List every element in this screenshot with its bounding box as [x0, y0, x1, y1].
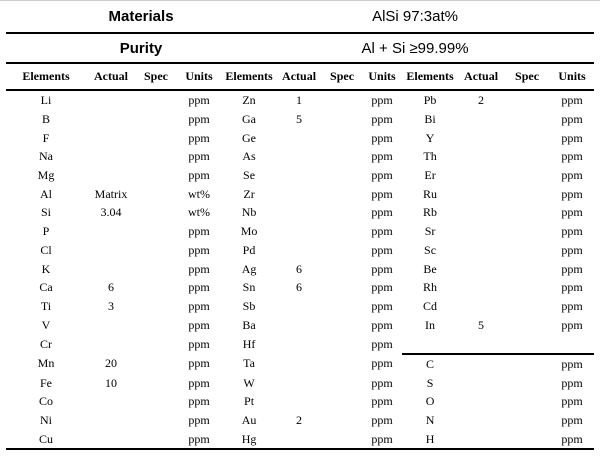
units-cell: ppm — [188, 261, 210, 276]
spec-cell — [504, 334, 550, 354]
units-cell: wt% — [188, 205, 210, 220]
actual-cell — [276, 203, 322, 222]
actual-cell — [276, 392, 322, 411]
table-row — [6, 392, 594, 411]
units-cell — [550, 334, 594, 354]
units-cell: ppm — [371, 317, 393, 332]
element-cell: Mo — [240, 224, 258, 239]
element-cell: Ca — [39, 280, 53, 295]
spec-cell — [136, 411, 176, 430]
units-cell: ppm — [561, 375, 583, 390]
units-cell: ppm — [561, 317, 583, 332]
element-cell: Ta — [243, 356, 255, 371]
actual-cell: Matrix — [94, 186, 128, 201]
spec-cell — [504, 259, 550, 278]
spec-cell — [504, 278, 550, 297]
units-cell: ppm — [188, 375, 210, 390]
actual-cell — [458, 334, 504, 354]
spec-cell — [322, 147, 362, 166]
spec-cell — [504, 184, 550, 203]
units-cell: ppm — [371, 112, 393, 127]
element-cell: Mn — [37, 356, 55, 371]
spec-cell — [504, 128, 550, 147]
units-cell: ppm — [371, 224, 393, 239]
materials-purity-table — [6, 1, 594, 450]
element-cell: Sc — [424, 242, 437, 257]
units-cell: ppm — [561, 298, 583, 313]
actual-cell — [276, 354, 322, 374]
column-header-actual: Actual — [458, 63, 504, 90]
actual-cell: 6 — [296, 280, 303, 295]
actual-cell — [86, 128, 136, 147]
table-row — [6, 354, 594, 374]
table-row — [6, 278, 594, 297]
spec-cell — [504, 429, 550, 449]
actual-cell — [458, 392, 504, 411]
actual-cell: 3 — [108, 298, 114, 313]
units-cell: ppm — [561, 242, 583, 257]
spec-cell — [504, 90, 550, 110]
actual-cell — [276, 297, 322, 316]
element-cell: Pt — [244, 394, 255, 409]
units-cell: ppm — [188, 149, 210, 164]
spec-cell — [504, 315, 550, 334]
column-header-spec: Spec — [136, 63, 176, 90]
table-row — [6, 315, 594, 334]
spec-cell — [504, 392, 550, 411]
actual-cell — [458, 166, 504, 185]
element-cell: Sb — [242, 298, 256, 313]
units-cell: ppm — [561, 413, 583, 428]
units-cell: ppm — [561, 186, 583, 201]
table-row — [6, 429, 594, 449]
spec-cell — [504, 373, 550, 392]
element-cell: Hg — [222, 429, 276, 449]
actual-cell: 5 — [296, 112, 303, 127]
units-cell: ppm — [371, 394, 393, 409]
materials-row — [6, 1, 594, 33]
spec-cell — [136, 278, 176, 297]
element-cell: C — [426, 356, 435, 371]
element-cell: Y — [425, 130, 435, 145]
actual-cell — [458, 203, 504, 222]
materials-value: AlSi 97:3at% — [276, 1, 594, 33]
spec-cell — [322, 259, 362, 278]
units-cell: ppm — [371, 130, 393, 145]
spec-cell — [322, 166, 362, 185]
units-cell: ppm — [371, 242, 393, 257]
element-cell: Mg — [37, 168, 55, 183]
units-cell: ppm — [371, 336, 393, 351]
column-header-elements: Elements — [402, 63, 458, 90]
table-row — [6, 203, 594, 222]
element-cell: Ti — [40, 298, 52, 313]
units-cell: ppm — [371, 93, 393, 108]
element-cell: Sn — [242, 280, 256, 295]
element-cell: Bi — [424, 112, 436, 127]
actual-cell — [86, 90, 136, 110]
units-cell: ppm — [371, 280, 393, 295]
element-cell: Si — [40, 205, 51, 220]
units-cell: ppm — [188, 317, 210, 332]
spec-cell — [136, 184, 176, 203]
column-header-row — [6, 63, 594, 90]
units-cell: ppm — [561, 394, 583, 409]
element-cell: N — [425, 413, 435, 428]
spec-cell — [322, 297, 362, 316]
element-cell: Na — [39, 149, 53, 164]
actual-cell — [458, 259, 504, 278]
spec-cell — [136, 241, 176, 260]
table-row — [6, 259, 594, 278]
actual-cell — [276, 429, 322, 449]
element-cell: Sr — [424, 224, 436, 239]
table-row — [6, 90, 594, 110]
column-header-elements: Elements — [222, 63, 276, 90]
actual-cell — [276, 241, 322, 260]
column-header-spec: Spec — [322, 63, 362, 90]
spec-cell — [504, 411, 550, 430]
spec-cell — [136, 90, 176, 110]
spec-cell — [504, 354, 550, 374]
column-header-elements: Elements — [6, 63, 86, 90]
element-cell: P — [42, 224, 50, 239]
element-cell: Hf — [242, 336, 256, 351]
actual-cell — [276, 315, 322, 334]
element-cell: F — [42, 130, 50, 145]
units-cell: ppm — [176, 429, 222, 449]
element-cell: Nb — [241, 205, 257, 220]
element-cell: Se — [243, 168, 256, 183]
actual-cell — [86, 392, 136, 411]
element-cell: Ga — [242, 112, 257, 127]
spec-cell — [136, 315, 176, 334]
element-cell: K — [41, 261, 51, 276]
actual-cell — [458, 241, 504, 260]
actual-cell — [458, 184, 504, 203]
spec-cell — [322, 411, 362, 430]
spec-cell — [322, 315, 362, 334]
table-row — [6, 297, 594, 316]
spec-cell — [322, 128, 362, 147]
column-header-units: Units — [362, 63, 402, 90]
actual-cell — [276, 166, 322, 185]
units-cell: ppm — [561, 356, 583, 371]
element-cell: Be — [423, 261, 437, 276]
element-cell: Zr — [243, 186, 255, 201]
actual-cell — [276, 373, 322, 392]
units-cell: ppm — [188, 336, 210, 351]
element-cell: Li — [40, 93, 52, 108]
column-header-units: Units — [550, 63, 594, 90]
spec-cell — [136, 222, 176, 241]
units-cell: ppm — [561, 224, 583, 239]
actual-cell — [86, 315, 136, 334]
table-row — [6, 128, 594, 147]
element-cell: B — [41, 112, 50, 127]
units-cell: ppm — [188, 413, 210, 428]
actual-cell — [86, 411, 136, 430]
units-cell: ppm — [371, 375, 393, 390]
units-cell: ppm — [561, 168, 583, 183]
column-header-actual: Actual — [276, 63, 322, 90]
element-cell: Au — [241, 413, 257, 428]
spec-cell — [322, 354, 362, 374]
element-cell — [402, 334, 458, 354]
element-cell: Fe — [40, 375, 52, 390]
table-row — [6, 166, 594, 185]
spec-cell — [322, 429, 362, 449]
spec-cell — [322, 241, 362, 260]
column-header-units: Units — [176, 63, 222, 90]
table-row — [6, 411, 594, 430]
element-cell: S — [426, 375, 434, 390]
table-row — [6, 184, 594, 203]
purity-value: Al + Si ≥99.99% — [276, 33, 594, 63]
actual-cell — [86, 334, 136, 354]
units-cell: ppm — [371, 205, 393, 220]
units-cell: ppm — [188, 356, 210, 371]
element-cell: Cl — [40, 242, 52, 257]
element-cell: Cu — [6, 429, 86, 449]
actual-cell — [458, 110, 504, 129]
units-cell: ppm — [371, 168, 393, 183]
spec-cell — [136, 429, 176, 449]
spec-cell — [136, 334, 176, 354]
units-cell: wt% — [188, 186, 210, 201]
spec-cell — [322, 222, 362, 241]
spec-cell — [136, 297, 176, 316]
spec-cell — [136, 128, 176, 147]
element-cell: Cd — [423, 298, 438, 313]
table-row — [6, 241, 594, 260]
actual-cell — [276, 147, 322, 166]
element-cell: Ag — [241, 261, 257, 276]
units-cell: ppm — [561, 205, 583, 220]
actual-cell — [86, 110, 136, 129]
spec-cell — [322, 110, 362, 129]
units-cell: ppm — [188, 242, 210, 257]
element-cell: In — [425, 317, 436, 332]
spec-cell — [504, 166, 550, 185]
element-rows — [6, 90, 594, 449]
spec-cell — [504, 222, 550, 241]
actual-cell — [458, 128, 504, 147]
element-cell: Pd — [242, 242, 256, 257]
element-cell: W — [243, 375, 255, 390]
materials-label: Materials — [6, 1, 276, 33]
spec-cell — [504, 297, 550, 316]
element-cell: Er — [424, 168, 436, 183]
spec-cell — [136, 259, 176, 278]
table-row — [6, 147, 594, 166]
units-cell: ppm — [371, 261, 393, 276]
actual-cell: 2 — [296, 413, 303, 428]
element-cell: Ru — [423, 186, 438, 201]
units-cell: ppm — [188, 168, 210, 183]
actual-cell: 20 — [105, 356, 117, 371]
element-cell: H — [402, 429, 458, 449]
spec-cell — [322, 203, 362, 222]
actual-cell — [276, 184, 322, 203]
column-header-actual: Actual — [86, 63, 136, 90]
units-cell: ppm — [371, 298, 393, 313]
table-row — [6, 110, 594, 129]
spec-cell — [322, 334, 362, 354]
actual-cell — [458, 373, 504, 392]
actual-cell: 6 — [108, 280, 114, 295]
units-cell: ppm — [561, 280, 583, 295]
units-cell: ppm — [550, 429, 594, 449]
element-cell: Ba — [242, 317, 256, 332]
table-row — [6, 373, 594, 392]
spec-cell — [136, 166, 176, 185]
units-cell: ppm — [371, 413, 393, 428]
actual-cell — [458, 429, 504, 449]
spec-cell — [322, 373, 362, 392]
actual-cell: 10 — [105, 375, 117, 390]
spec-cell — [322, 392, 362, 411]
units-cell: ppm — [561, 112, 583, 127]
spec-cell — [136, 373, 176, 392]
units-cell: ppm — [561, 93, 583, 108]
actual-cell: 1 — [296, 93, 303, 108]
actual-cell — [276, 334, 322, 354]
spec-cell — [136, 110, 176, 129]
spec-cell — [136, 203, 176, 222]
spec-cell — [136, 354, 176, 374]
element-cell: Rh — [423, 280, 438, 295]
units-cell: ppm — [561, 261, 583, 276]
actual-cell — [458, 147, 504, 166]
spec-cell — [504, 241, 550, 260]
units-cell: ppm — [188, 112, 210, 127]
column-header-spec: Spec — [504, 63, 550, 90]
units-cell: ppm — [371, 149, 393, 164]
spec-cell — [504, 203, 550, 222]
actual-cell — [86, 429, 136, 449]
actual-cell: 3.04 — [100, 205, 122, 220]
spec-cell — [504, 147, 550, 166]
element-cell: V — [41, 317, 51, 332]
spec-cell — [136, 147, 176, 166]
spec-cell — [504, 110, 550, 129]
element-cell: Ni — [40, 413, 52, 428]
element-cell: Pb — [423, 93, 437, 108]
units-cell: ppm — [561, 149, 583, 164]
element-cell: Th — [423, 149, 437, 164]
element-cell: Zn — [242, 93, 256, 108]
actual-cell — [86, 241, 136, 260]
actual-cell: 5 — [478, 317, 485, 332]
actual-cell: 6 — [296, 261, 303, 276]
units-cell: ppm — [371, 356, 393, 371]
units-cell: ppm — [188, 93, 210, 108]
table-row — [6, 222, 594, 241]
actual-cell — [458, 297, 504, 316]
units-cell: ppm — [188, 394, 210, 409]
element-cell: Cr — [40, 336, 52, 351]
units-cell: ppm — [188, 298, 210, 313]
element-cell: Ge — [242, 130, 257, 145]
spec-cell — [322, 278, 362, 297]
actual-cell — [86, 147, 136, 166]
purity-row — [6, 33, 594, 63]
units-cell: ppm — [188, 224, 210, 239]
units-cell: ppm — [188, 280, 210, 295]
actual-cell — [86, 259, 136, 278]
actual-cell — [86, 166, 136, 185]
spec-cell — [322, 90, 362, 110]
units-cell: ppm — [188, 130, 210, 145]
units-cell: ppm — [371, 186, 393, 201]
table-row — [6, 334, 594, 354]
element-cell: As — [242, 149, 256, 164]
spec-cell — [322, 184, 362, 203]
element-cell: Al — [40, 186, 52, 201]
spec-cell — [136, 392, 176, 411]
actual-cell — [276, 222, 322, 241]
units-cell: ppm — [362, 429, 402, 449]
actual-cell — [86, 222, 136, 241]
actual-cell — [458, 411, 504, 430]
actual-cell — [276, 128, 322, 147]
actual-cell: 2 — [478, 93, 485, 108]
purity-label: Purity — [6, 33, 276, 63]
actual-cell — [458, 222, 504, 241]
units-cell: ppm — [561, 130, 583, 145]
actual-cell — [458, 278, 504, 297]
actual-cell — [458, 354, 504, 374]
element-cell: Rb — [423, 205, 438, 220]
element-cell: O — [425, 394, 435, 409]
element-cell: Co — [38, 394, 53, 409]
